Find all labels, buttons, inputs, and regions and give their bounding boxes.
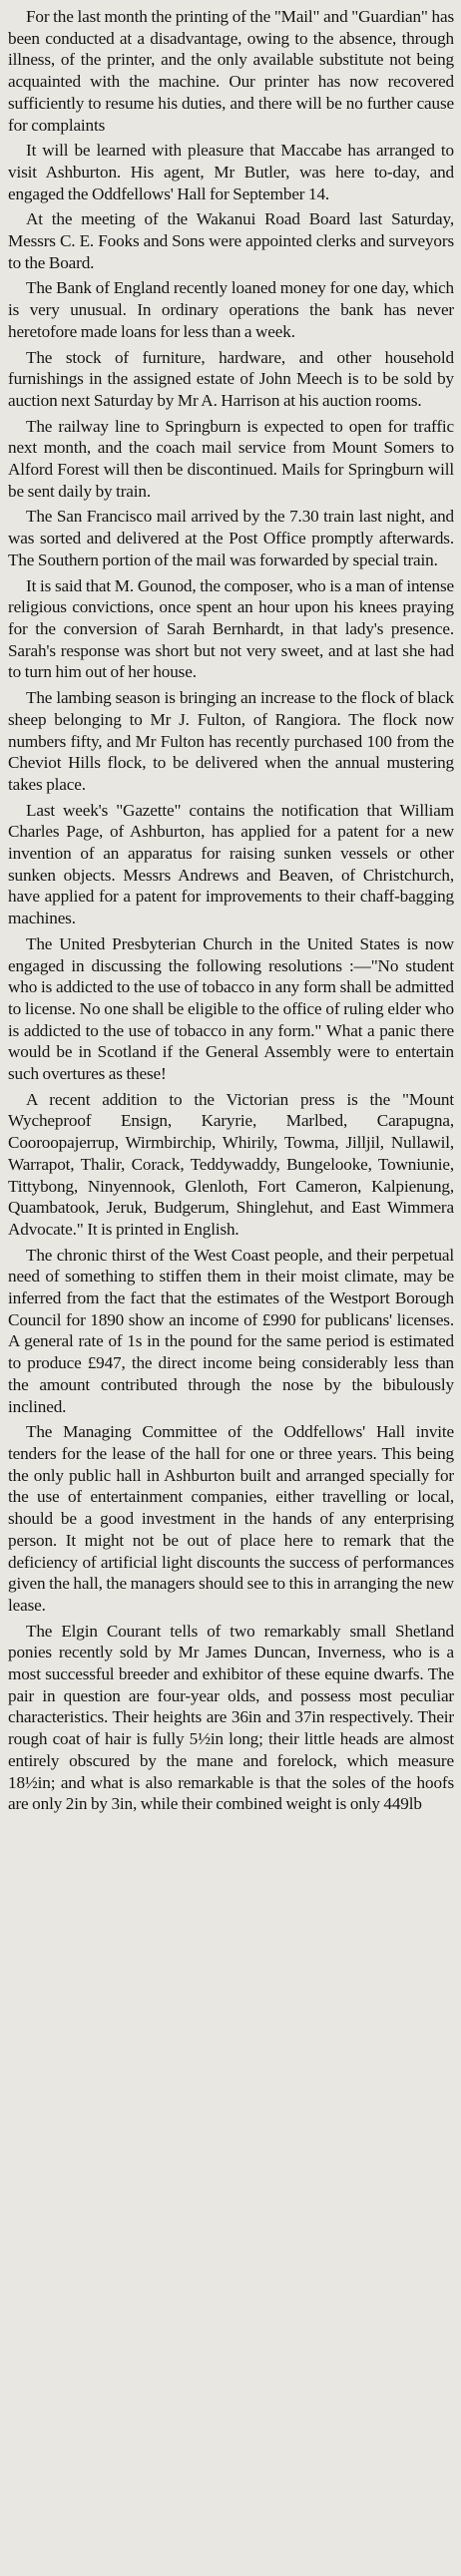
news-item-meech-estate-auction: The stock of furniture, hardware, and other household furnishings in the assigned estate of John Meech is to be sold by auction next Saturday by Mr A. Harrison at his auction rooms. bbox=[8, 347, 454, 410]
news-item-maccabe-visit: It will be learned with pleasure that Maccabe has arranged to visit Ashburton. His agent, Mr Butler, was here to-day, and engaged the Oddfellows' Hall for September 14. bbox=[8, 141, 454, 203]
news-item-victorian-press: A recent addition to the Victorian press is the "Mount Wycheproof Ensign, Karyrie, Marlbed, Carapugna, Cooroopajerrup, Wirmbirchip, Whirily, Towma, Jilljil, Nullawil, Warrapot, Thalir, Corack, Teddywaddy, Bungelooke, Towniunie, Tittybong, Ninyennook, Glenloth, Fort Cameron, Kalpienung, Quambatook, Jeruk, Budgerum, Shinglehut, and East Wimmera Advocate." It is printed in English. bbox=[8, 1089, 454, 1239]
news-item-shetland-ponies: The Elgin Courant tells of two remarkably small Shetland ponies recently sold by Mr James Duncan, Inverness, who is a most successful breeder and exhibitor of these equine dwarfs. The pair in question are four-year olds, and possess most peculiar characteristics. Their heights are 36in and 37in respectively. Their rough coat of hair is fully 5½in long; their little heads are almost entirely obscured by the mane and forelock, which measure 18½in; and what is also remarkable is that the soles of the hoofs are only 2in by 3in, while their combined weight is only 449lb bbox=[8, 1621, 454, 1814]
news-item-bank-of-england: The Bank of England recently loaned money for one day, which is very unusual. In ordinary operations the bank has never heretofore made loans for less than a week. bbox=[8, 278, 454, 341]
news-item-san-francisco-mail: The San Francisco mail arrived by the 7.30 train last night, and was sorted and delivered at the Post Office promptly afterwards. The Southern portion of the mail was forwarded by special train. bbox=[8, 507, 454, 569]
news-item-oddfellows-hall-lease: The Managing Committee of the Oddfellows' Hall invite tenders for the lease of the hall for one or three years. This being the only public hall in Ashburton built and arranged specially for the use of entertainment companies, either travelling or local, should be a good investment in the hands of any enterprising person. It might not be out of place here to remark that the deficiency of artificial light discounts the success of performances given the hall, the managers should see to this in arranging the new lease. bbox=[8, 1422, 454, 1615]
news-item-printing-delay: For the last month the printing of the "Mail" and "Guardian" has been conducted at a disadvantage, owing to the absence, through illness, of the printer, and the only available substitute not being acquainted with the machine. Our printer has now recovered sufficiently to resume his duties, and there will be no further cause for complaints bbox=[8, 7, 454, 135]
news-item-springburn-railway: The railway line to Springburn is expected to open for traffic next month, and the coach mail service from Mount Somers to Alford Forest will then be discontinued. Mails for Springburn will be sent daily by train. bbox=[8, 416, 454, 501]
news-item-gounod-bernhardt: It is said that M. Gounod, the composer, who is a man of intense religious convictions, once spent an hour upon his knees praying for the conversion of Sarah Bernhardt, in that lady's presence. Sarah's response was short but not very sweet, and at last she had to turn him out of her house. bbox=[8, 575, 454, 682]
news-item-presbyterian-tobacco: The United Presbyterian Church in the United States is now engaged in discussing the following resolutions :—"No student who is addicted to the use of tobacco in any form shall be admitted to license. No one shall be eligible to the office of ruling elder who is addicted to the use of tobacco in any form." What a panic there would be in Scotland if the General Assembly were to entertain such overtures as these! bbox=[8, 933, 454, 1084]
news-item-black-sheep-flock: The lambing season is bringing an increase to the flock of black sheep belonging to Mr J. Fulton, of Rangiora. The flock now numbers fifty, and Mr Fulton has recently purchased 100 from the Cheviot Hills flock, to be delivered when the annual mustering takes place. bbox=[8, 688, 454, 794]
news-item-gazette-patents: Last week's "Gazette" contains the notification that William Charles Page, of Ashburton, has applied for a patent for a new invention of an apparatus for raising sunken vessels or other sunken objects. Messrs Andrews and Beaven, of Christchurch, have applied for a patent for improvements to their chaff-bagging machines. bbox=[8, 800, 454, 928]
news-item-wakanui-road-board: At the meeting of the Wakanui Road Board last Saturday, Messrs C. E. Fooks and Sons were appointed clerks and surveyors to the Board. bbox=[8, 209, 454, 272]
news-item-west-coast-licenses: The chronic thirst of the West Coast people, and their perpetual need of something to stiffen them in their moist climate, may be inferred from the fact that the estimates of the Westport Borough Council for 1890 show an income of £990 for publicans' licenses. A general rate of 1s in the pound for the same period is estimated to produce £947, the direct income being considerably less than the amount contributed through the nose by the bibulously inclined. bbox=[8, 1245, 454, 1416]
